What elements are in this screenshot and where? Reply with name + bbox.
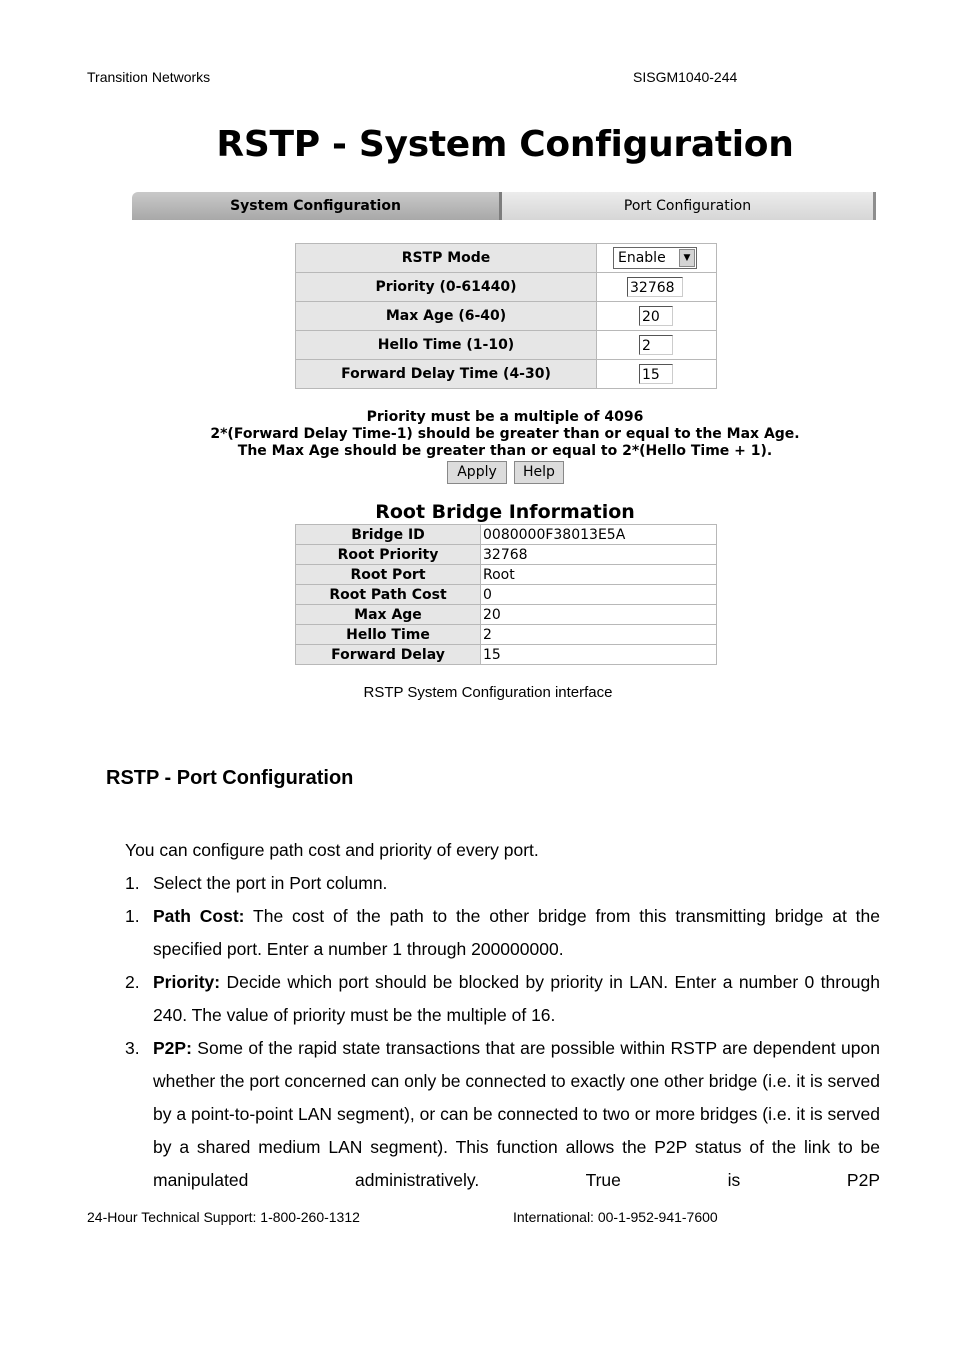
list-item-term: Priority:: [153, 972, 221, 992]
root-priority-value: 32768: [481, 545, 717, 565]
list-item-number: 1.: [125, 873, 140, 893]
bridge-id-value: 0080000F38013E5A: [481, 525, 717, 545]
forward-delay-input[interactable]: 15: [639, 364, 673, 384]
section-intro: You can configure path cost and priority of every port.: [125, 840, 539, 860]
hello-time-input[interactable]: 2: [639, 335, 673, 355]
table-row: [296, 331, 717, 360]
header-doc-id: SISGM1040-244: [633, 69, 738, 85]
list-item-number: 3.: [125, 1038, 140, 1058]
rstp-mode-label: RSTP Mode: [296, 244, 597, 273]
footer-support: 24-Hour Technical Support: 1-800-260-1312: [87, 1209, 360, 1225]
table-row: [296, 545, 717, 565]
bridge-id-label: Bridge ID: [296, 525, 481, 545]
root-bridge-table: [295, 524, 717, 665]
priority-input[interactable]: 32768: [627, 277, 683, 297]
root-priority-label: Root Priority: [296, 545, 481, 565]
rb-max-age-value: 20: [481, 605, 717, 625]
list-item-term: P2P:: [153, 1038, 192, 1058]
tab-port-configuration[interactable]: Port Configuration: [502, 192, 876, 220]
section-heading: RSTP - Port Configuration: [106, 767, 354, 789]
rstp-mode-select[interactable]: [613, 247, 697, 269]
table-row: [296, 302, 717, 331]
hello-time-label: Hello Time (1-10): [296, 331, 597, 360]
priority-label: Priority (0-61440): [296, 273, 597, 302]
root-path-cost-value: 0: [481, 585, 717, 605]
rstp-config-table: [295, 243, 717, 389]
table-row: [296, 525, 717, 545]
rb-forward-delay-label: Forward Delay: [296, 645, 481, 665]
table-row: [296, 585, 717, 605]
rstp-mode-value: Enable: [618, 250, 666, 266]
apply-button[interactable]: Apply: [447, 461, 507, 484]
config-notes: [0, 409, 954, 460]
list-item: [153, 900, 880, 966]
note-max-age: The Max Age should be greater than or equal to 2*(Hello Time + 1).: [237, 443, 773, 459]
table-row: [296, 645, 717, 665]
table-row: [296, 273, 717, 302]
list-item-number: 1.: [125, 906, 140, 926]
figure-caption: RSTP System Configuration interface: [363, 684, 613, 701]
list-item-text: Decide which port should be blocked by priority in LAN. Enter a number 0 through 240. The value of priority must be the multiple of 16.: [153, 972, 880, 1025]
chevron-down-icon[interactable]: ▼: [679, 249, 695, 267]
note-forward-delay: 2*(Forward Delay Time-1) should be greater than or equal to the Max Age.: [210, 426, 800, 442]
rb-hello-time-label: Hello Time: [296, 625, 481, 645]
forward-delay-label: Forward Delay Time (4-30): [296, 360, 597, 389]
root-path-cost-label: Root Path Cost: [296, 585, 481, 605]
list-item-number: 2.: [125, 972, 140, 992]
list-item-term: Path Cost:: [153, 906, 245, 926]
table-row: [296, 244, 717, 273]
list-item-text: The cost of the path to the other bridge from this transmitting bridge at the specified port. Enter a number 1 through 200000000.: [153, 906, 880, 959]
table-row: [296, 360, 717, 389]
max-age-label: Max Age (6-40): [296, 302, 597, 331]
table-row: [296, 605, 717, 625]
tab-system-configuration[interactable]: System Configuration: [132, 192, 502, 220]
tab-bar: [132, 192, 876, 220]
list-item: [153, 1032, 880, 1197]
list-item: [153, 867, 880, 900]
rb-forward-delay-value: 15: [481, 645, 717, 665]
list-item-text: Some of the rapid state transactions that are possible within RSTP are dependent upon whether the port concerned can only be connected to exactly one other bridge (i.e. it is served by a point-to-point LAN segment), or can be connected to two or more bridges (i.e. it is served by a shared medium LAN segment). This function allows the P2P status of the link to be manipulated administratively. True is P2P: [153, 1038, 880, 1190]
root-bridge-title: Root Bridge Information: [375, 501, 635, 523]
table-row: [296, 565, 717, 585]
rb-hello-time-value: 2: [481, 625, 717, 645]
root-port-value: Root: [481, 565, 717, 585]
root-port-label: Root Port: [296, 565, 481, 585]
help-button[interactable]: Help: [514, 461, 564, 484]
header-company: Transition Networks: [87, 69, 211, 85]
footer-international: International: 00-1-952-941-7600: [513, 1209, 718, 1225]
table-row: [296, 625, 717, 645]
list-item-text: Select the port in Port column.: [153, 873, 388, 893]
page-title: RSTP - System Configuration: [216, 124, 794, 165]
max-age-input[interactable]: 20: [639, 306, 673, 326]
note-priority: Priority must be a multiple of 4096: [366, 409, 644, 425]
rb-max-age-label: Max Age: [296, 605, 481, 625]
list-item: [153, 966, 880, 1032]
